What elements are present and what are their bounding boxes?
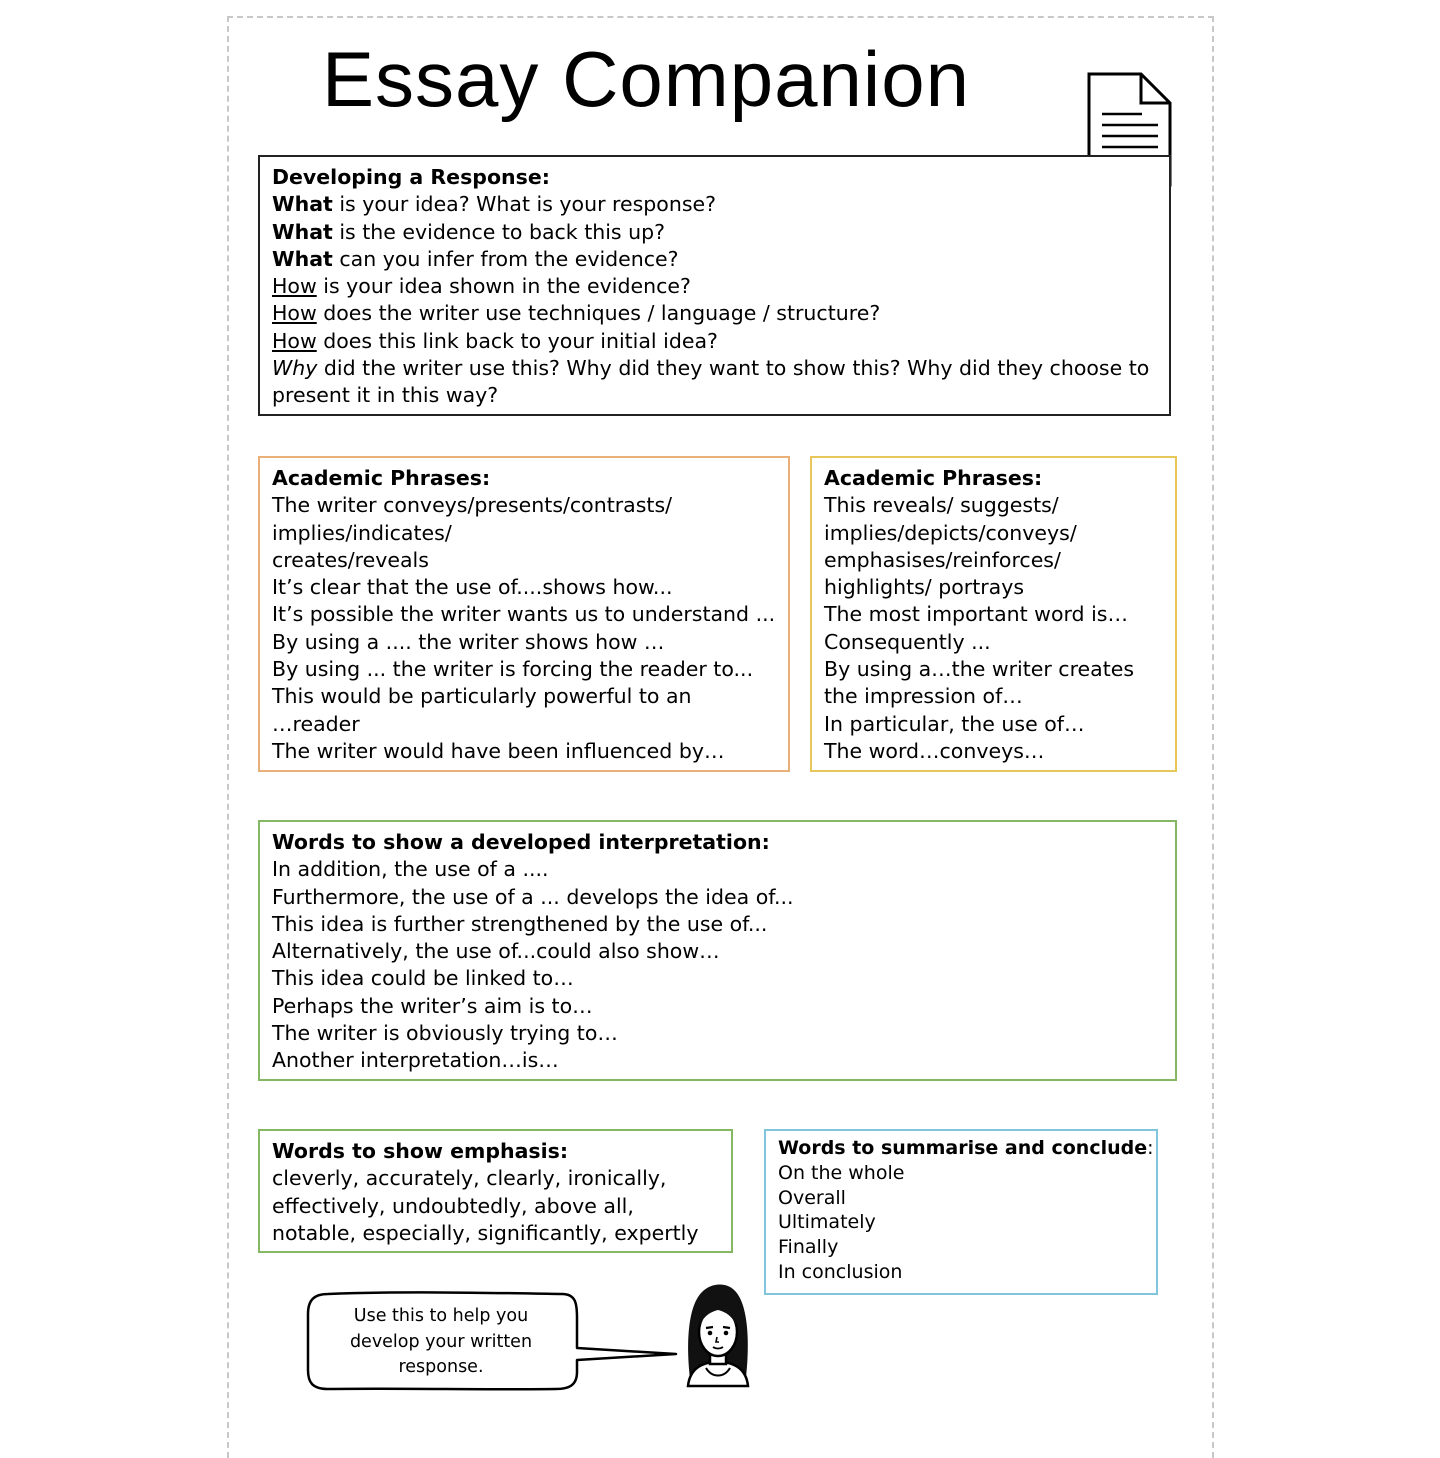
academic-right-heading: Academic Phrases: xyxy=(824,466,1043,490)
summary-heading-suffix: : xyxy=(1147,1137,1154,1159)
phrase-line: Consequently ... xyxy=(824,629,991,654)
how-line-2-text: does the writer use techniques / language / structure? xyxy=(316,301,881,326)
what-line-3-text: can you infer from the evidence? xyxy=(332,246,679,271)
phrase-line: This would be particularly powerful to an xyxy=(272,684,692,709)
what-keyword: What xyxy=(272,246,333,271)
phrase-line: The writer would have been influenced by… xyxy=(272,738,725,763)
what-line-3 xyxy=(272,246,1157,273)
phrase-line: the impression of… xyxy=(824,684,1023,709)
phrase-line: creates/reveals xyxy=(272,547,429,572)
phrase-line: This reveals/ suggests/ xyxy=(824,493,1059,518)
academic-phrases-box-left xyxy=(258,456,790,772)
how-keyword: How xyxy=(272,328,317,353)
academic-phrases-box-right xyxy=(810,456,1177,772)
interpretation-line: Furthermore, the use of a ... develops the idea of... xyxy=(272,884,794,909)
what-line-1-text: is your idea? What is your response? xyxy=(332,192,717,217)
what-keyword: What xyxy=(272,192,333,217)
why-line xyxy=(272,355,1157,410)
speech-bubble-text: Use this to help you develop your written response. xyxy=(349,1306,533,1377)
interpretation-box xyxy=(258,820,1177,1081)
page-title: Essay Companion xyxy=(322,35,970,123)
phrase-line: implies/depicts/conveys/ xyxy=(824,520,1077,545)
what-line-2 xyxy=(272,219,1157,246)
phrase-line: The writer conveys/presents/contrasts/ xyxy=(272,493,673,518)
interpretation-heading: Words to show a developed interpretation: xyxy=(272,830,770,854)
phrase-line: The most important word is… xyxy=(824,602,1128,627)
summary-line: On the whole xyxy=(778,1161,905,1184)
phrase-line: By using a…the writer creates xyxy=(824,657,1135,682)
developing-response-box xyxy=(258,155,1171,416)
how-line-3 xyxy=(272,328,1157,355)
summary-line: Overall xyxy=(778,1186,846,1209)
interpretation-line: In addition, the use of a .... xyxy=(272,857,549,882)
phrase-line: highlights/ portrays xyxy=(824,575,1025,600)
phrase-line: The word…conveys… xyxy=(824,738,1045,763)
interpretation-line: Another interpretation…is… xyxy=(272,1048,559,1073)
why-keyword: Why xyxy=(272,356,318,381)
interpretation-line: Alternatively, the use of...could also show… xyxy=(272,939,720,964)
what-line-1 xyxy=(272,191,1157,218)
interpretation-line: This idea could be linked to… xyxy=(272,966,574,991)
student-avatar xyxy=(680,1282,756,1388)
what-keyword: What xyxy=(272,219,333,244)
emphasis-box xyxy=(258,1129,733,1253)
what-line-2-text: is the evidence to back this up? xyxy=(332,219,666,244)
phrase-line: By using ... the writer is forcing the reader to... xyxy=(272,657,754,682)
interpretation-line: Perhaps the writer’s aim is to… xyxy=(272,993,593,1018)
phrase-line: emphasises/reinforces/ xyxy=(824,547,1061,572)
phrase-line: It’s possible the writer wants us to understand ... xyxy=(272,602,776,627)
how-keyword: How xyxy=(272,301,317,326)
phrase-line: It’s clear that the use of....shows how... xyxy=(272,575,673,600)
summary-line: Finally xyxy=(778,1236,839,1259)
phrase-line: In particular, the use of… xyxy=(824,711,1085,736)
how-line-2 xyxy=(272,300,1157,327)
summary-heading: Words to summarise and conclude xyxy=(778,1137,1148,1159)
why-line-text: did the writer use this? Why did they want to show this? Why did they choose to present it in this way? xyxy=(272,356,1150,408)
emphasis-heading: Words to show emphasis: xyxy=(272,1139,569,1163)
summary-line: Ultimately xyxy=(778,1211,876,1234)
how-line-1-text: is your idea shown in the evidence? xyxy=(316,274,691,299)
interpretation-line: This idea is further strengthened by the use of... xyxy=(272,911,768,936)
how-line-1 xyxy=(272,273,1157,300)
phrase-line: implies/indicates/ xyxy=(272,520,452,545)
emphasis-words: cleverly, accurately, clearly, ironically, effectively, undoubtedly, above all, notable, especially, significantly, expertly xyxy=(272,1166,699,1245)
academic-left-heading: Academic Phrases: xyxy=(272,466,491,490)
summary-heading-row xyxy=(778,1136,1154,1161)
interpretation-line: The writer is obviously trying to… xyxy=(272,1021,618,1046)
phrase-line: By using a .... the writer shows how … xyxy=(272,629,665,654)
summary-box xyxy=(764,1129,1158,1295)
developing-heading: Developing a Response: xyxy=(272,165,550,189)
how-keyword: How xyxy=(272,274,317,299)
summary-line: In conclusion xyxy=(778,1260,903,1283)
phrase-line: …reader xyxy=(272,711,360,736)
how-line-3-text: does this link back to your initial idea? xyxy=(316,328,718,353)
